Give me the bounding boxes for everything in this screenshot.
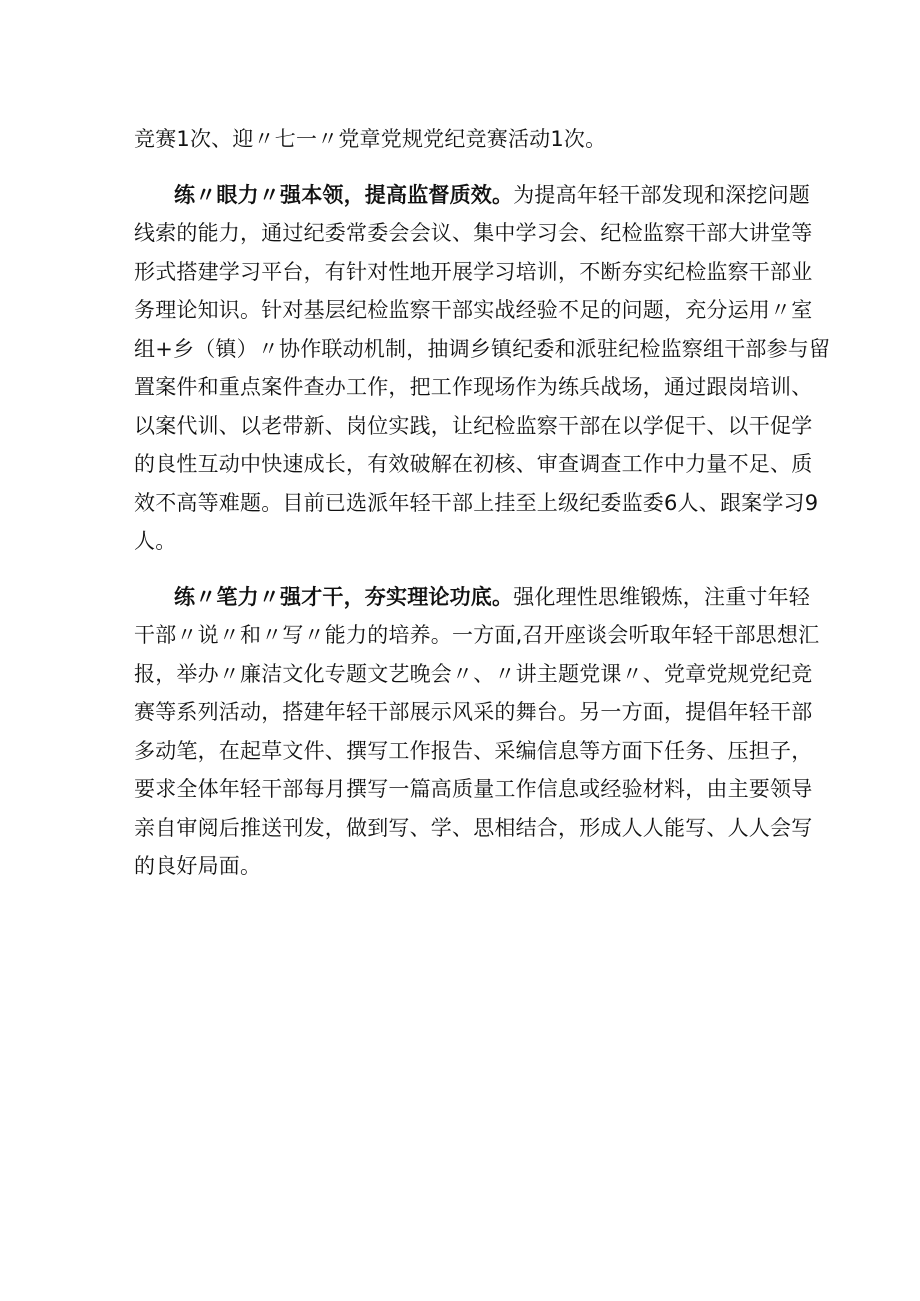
text-line: 线索的能力，通过纪委常委会会议、集中学习会、纪检监察干部大讲堂等 bbox=[134, 221, 813, 245]
paragraph-heading: 练〃眼力〃强本领，提高监督质效。 bbox=[174, 182, 514, 207]
text-line: 报，举办〃廉洁文化专题文艺晚会〃、〃讲主题党课〃、党章党规党纪竞 bbox=[134, 661, 813, 686]
paragraph-text: 强化理性思维锻炼，注重寸年轻 bbox=[513, 584, 811, 609]
text-line: 以案代训、以老带新、岗位实践，让纪检监察干部在以学促干、以干促学 bbox=[134, 413, 813, 438]
paragraph-heading: 练〃笔力〃强才干，夯实理论功底。 bbox=[174, 584, 514, 609]
text-line: 人。 bbox=[134, 529, 177, 553]
text-line: 形式搭建学习平台，有针对性地开展学习培训，不断夯实纪检监察干部业 bbox=[134, 259, 813, 284]
text-line: 竞赛1次、迎〃七一〃党章党规党纪竞赛活动1次。 bbox=[134, 127, 607, 151]
document-page bbox=[134, 120, 831, 886]
text-line: 的良好局面。 bbox=[134, 854, 262, 878]
paragraph-text: 为提高年轻干部发现和深挖问题 bbox=[513, 182, 811, 207]
text-line: 亲自审阅后推送刊发，做到写、学、思相结合，形成人人能写、人人会写 bbox=[134, 815, 813, 840]
text-line-first bbox=[134, 176, 811, 215]
text-line: 干部〃说〃和〃写〃能力的培养。一方面,召开座谈会听取年轻干部思想汇 bbox=[134, 623, 820, 647]
paragraph-2 bbox=[134, 578, 820, 886]
paragraph-0 bbox=[134, 120, 794, 159]
text-line: 要求全体年轻干部每月撰写一篇高质量工作信息或经验材料，由主要领导 bbox=[134, 777, 813, 801]
text-line: 置案件和重点案件查办工作，把工作现场作为练兵战场，通过跟岗培训、 bbox=[134, 375, 813, 399]
text-line-first bbox=[134, 578, 811, 617]
text-line: 赛等系列活动，搭建年轻干部展示风采的舞台。另一方面，提倡年轻干部 bbox=[134, 700, 813, 724]
text-line: 效不高等难题。目前已选派年轻干部上挂至上级纪委监委6人、跟案学习9 bbox=[134, 490, 819, 515]
text-line: 务理论知识。针对基层纪检监察干部实战经验不足的问题，充分运用〃室 bbox=[134, 298, 813, 322]
text-line: 组+乡（镇）〃协作联动机制，抽调乡镇纪委和派驻纪检监察组干部参与留 bbox=[134, 336, 831, 361]
text-line: 多动笔，在起草文件、撰写工作报告、采编信息等方面下任务、压担子， bbox=[134, 738, 813, 763]
text-line: 的良性互动中快速成长，有效破解在初核、审查调查工作中力量不足、质 bbox=[134, 452, 813, 476]
paragraph-1 bbox=[134, 176, 831, 561]
